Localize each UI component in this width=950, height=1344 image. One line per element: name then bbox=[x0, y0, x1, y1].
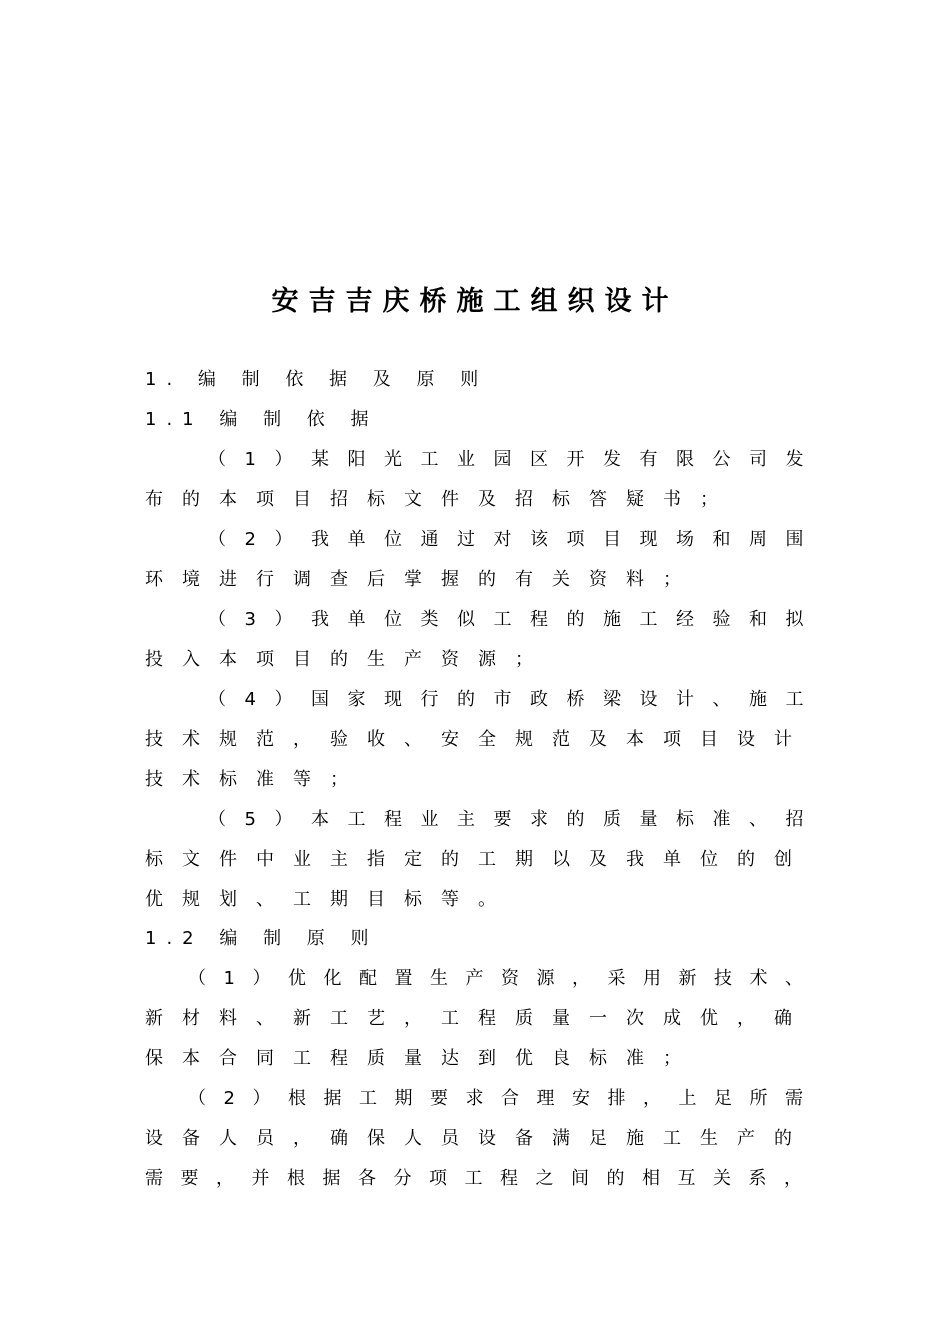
paragraph-line: 布的本项目招标文件及招标答疑书； bbox=[145, 489, 737, 510]
paragraph-line: 设备人员，确保人员设备满足施工生产的 bbox=[145, 1128, 811, 1149]
paragraph-line: 保本合同工程质量达到优良标准； bbox=[145, 1048, 700, 1069]
paragraph-line: （4）国家现行的市政桥梁设计、施工 bbox=[208, 689, 822, 710]
section-heading-1: 1. 编 制 依 据 及 原 则 bbox=[145, 369, 489, 390]
paragraph-line: 标文件中业主指定的工期以及我单位的创 bbox=[145, 849, 811, 870]
paragraph-line: 需要，并根据各分项工程之间的相互关系， bbox=[145, 1168, 820, 1189]
paragraph-line: 技术标准等； bbox=[145, 769, 367, 790]
paragraph-line: 环境进行调查后掌握的有关资料； bbox=[145, 569, 700, 590]
paragraph-line: （2）我单位通过对该项目现场和周围 bbox=[208, 529, 822, 550]
paragraph-line: （1）优化配置生产资源，采用新技术、 bbox=[188, 968, 821, 989]
paragraph-line: （5）本工程业主要求的质量标准、招 bbox=[208, 809, 822, 830]
paragraph-line: 投入本项目的生产资源； bbox=[145, 649, 552, 670]
paragraph-line: 技术规范，验收、安全规范及本项目设计 bbox=[145, 729, 811, 750]
paragraph-line: （1）某阳光工业园区开发有限公司发 bbox=[208, 449, 822, 470]
subsection-heading-1-1: 1.1 编 制 依 据 bbox=[145, 409, 379, 430]
paragraph-line: （2）根据工期要求合理安排，上足所需 bbox=[188, 1088, 821, 1109]
document-title: 安吉吉庆桥施工组织设计 bbox=[271, 286, 679, 317]
subsection-heading-1-2: 1.2 编 制 原 则 bbox=[145, 928, 379, 949]
paragraph-line: 新材料、新工艺，工程质量一次成优，确 bbox=[145, 1008, 811, 1029]
paragraph-line: 优规划、工期目标等。 bbox=[145, 889, 515, 910]
paragraph-line: （3）我单位类似工程的施工经验和拟 bbox=[208, 609, 822, 630]
